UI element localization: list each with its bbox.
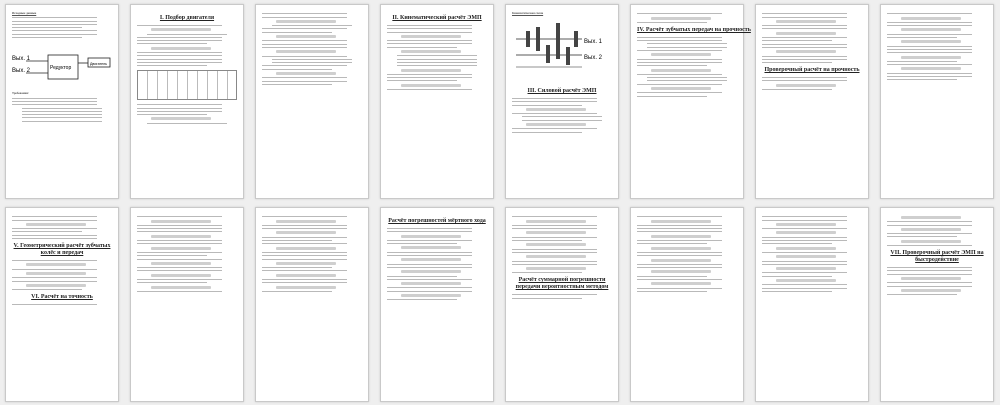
page-4 bbox=[380, 4, 494, 199]
page-4-heading: II. Кинематический расчёт ЭМП bbox=[392, 15, 482, 21]
page-6 bbox=[630, 4, 751, 199]
page-16 bbox=[880, 207, 994, 402]
page-13 bbox=[505, 207, 619, 402]
page-3 bbox=[255, 4, 369, 199]
page-9b-heading: VI. Расчёт на точность bbox=[31, 294, 93, 301]
page-2-heading: I. Подбор двигателя bbox=[159, 15, 215, 21]
scheme-out1-label: Вых. 1 bbox=[584, 39, 602, 45]
page-11 bbox=[255, 207, 369, 402]
diagram-reducer-label: Редуктор bbox=[50, 65, 72, 72]
diagram-motor-label: Двигатель bbox=[90, 62, 107, 67]
page-1-sub-label: Требования: bbox=[12, 91, 29, 96]
page-12-heading: Расчёт погрешностей мёртвого хода bbox=[388, 218, 486, 224]
motor-table bbox=[137, 70, 237, 100]
page-9 bbox=[5, 207, 119, 402]
page-14 bbox=[630, 207, 744, 402]
reducer-diagram bbox=[12, 43, 112, 83]
scheme-out2-label: Вых. 2 bbox=[584, 55, 602, 61]
page-1-top-label: Исходные данные bbox=[12, 11, 37, 15]
diagram-out2-label: Вых. 2 bbox=[12, 68, 30, 75]
diagram-out1-label: Вых. 1 bbox=[12, 56, 30, 63]
page-13-heading: Расчёт суммарной погрешности передачи вероятностным методом bbox=[515, 277, 609, 291]
page-15 bbox=[755, 207, 869, 402]
page-2 bbox=[130, 4, 244, 199]
page-5-heading: III. Силовой расчёт ЭМП bbox=[527, 88, 597, 94]
page-9-heading: V. Геометрический расчёт зубчатых колёс и передач bbox=[13, 243, 111, 257]
page-7-heading: Проверочный расчёт на прочность bbox=[764, 67, 860, 74]
page-5 bbox=[505, 4, 619, 199]
page-10 bbox=[130, 207, 244, 402]
page-1 bbox=[5, 4, 119, 199]
kinematic-scheme bbox=[512, 17, 612, 79]
page-7 bbox=[755, 4, 869, 199]
page-8 bbox=[880, 4, 994, 199]
page-6-heading: IV. Расчёт зубчатых передач на прочность bbox=[637, 26, 751, 33]
page-16-heading: VII. Проверочный расчёт ЭМП на быстродействие bbox=[890, 250, 984, 264]
page-12 bbox=[380, 207, 494, 402]
page-5-top-label: Кинематическая схема bbox=[512, 11, 544, 15]
